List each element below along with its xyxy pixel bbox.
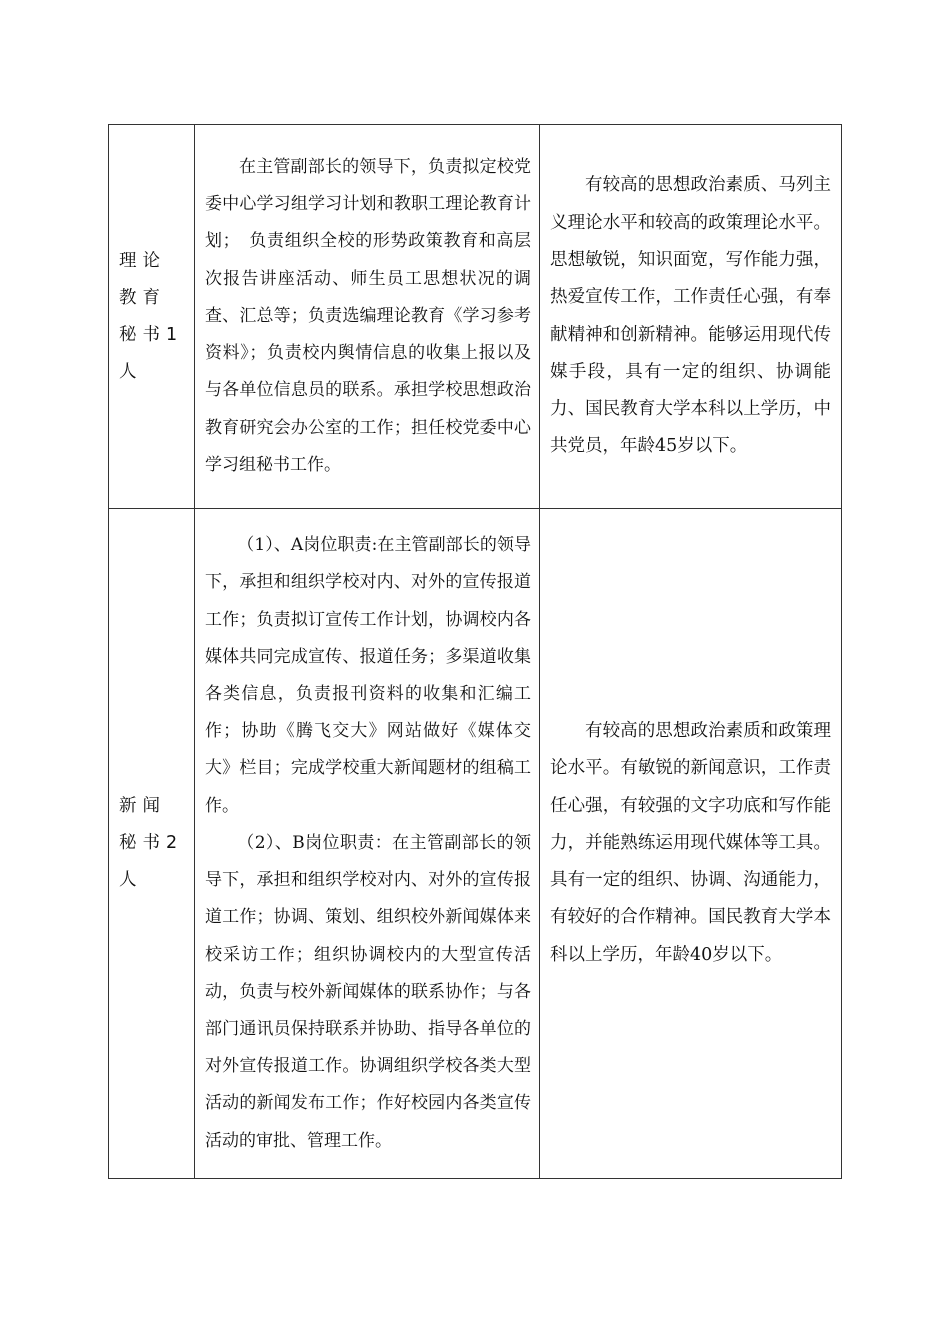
duty-paragraph: （2）、B岗位职责：在主管副部长的领导下，承担和组织学校对内、对外的宣传报道工作；协调、策划、组织校外新闻媒体来校采访工作；组织协调校内的大型宣传活动，负责与校外新闻媒体的联系协作；与各部门通讯员保持联系并协助、指导各单位的对外宣传报道工作。协调组织学校各类大型活动的新闻发布工作；作好校园内各类宣传活动的审批、管理工作。 xyxy=(205,832,531,1151)
job-positions-table xyxy=(108,124,842,1179)
duties-cell xyxy=(195,509,540,1179)
duties-cell xyxy=(195,125,540,509)
duty-paragraph: （1）、A岗位职责:在主管副部长的领导下，承担和组织学校对内、对外的宣传报道工作；负责拟订宣传工作计划，协调校内各媒体共同完成宣传、报道任务；多渠道收集各类信息，负责报刊资料的收集和汇编工作；协助《腾飞交大》网站做好《媒体交大》栏目；完成学校重大新闻题材的组稿工作。 xyxy=(205,535,531,816)
requirements-paragraph: 有较高的思想政治素质和政策理论水平。有敏锐的新闻意识，工作责任心强，有较强的文字功底和写作能力，并能熟练运用现代媒体等工具。具有一定的组织、协调、沟通能力，有较好的合作精神。国民教育大学本科以上学历，年龄40岁以下。 xyxy=(550,720,831,965)
position-cell: 理论教育秘书1人 xyxy=(109,125,195,509)
position-cell: 新闻秘书2人 xyxy=(109,509,195,1179)
table-row xyxy=(109,125,842,509)
table-row xyxy=(109,509,842,1179)
requirements-cell xyxy=(540,509,842,1179)
requirements-cell xyxy=(540,125,842,509)
requirements-paragraph: 有较高的思想政治素质、马列主义理论水平和较高的政策理论水平。思想敏锐，知识面宽，写作能力强，热爱宣传工作，工作责任心强，有奉献精神和创新精神。能够运用现代传媒手段，具有一定的组织、协调能力、国民教育大学本科以上学历，中共党员，年龄45岁以下。 xyxy=(550,175,831,457)
duty-paragraph: 在主管副部长的领导下，负责拟定校党委中心学习组学习计划和教职工理论教育计划； 负责组织全校的形势政策教育和高层次报告讲座活动、师生员工思想状况的调查、汇总等；负责选编理论教育《学习参考资料》；负责校内舆情信息的收集上报以及与各单位信息员的联系。承担学校思想政治教育研究会办公室的工作；担任校党委中心学习组秘书工作。 xyxy=(205,157,531,475)
